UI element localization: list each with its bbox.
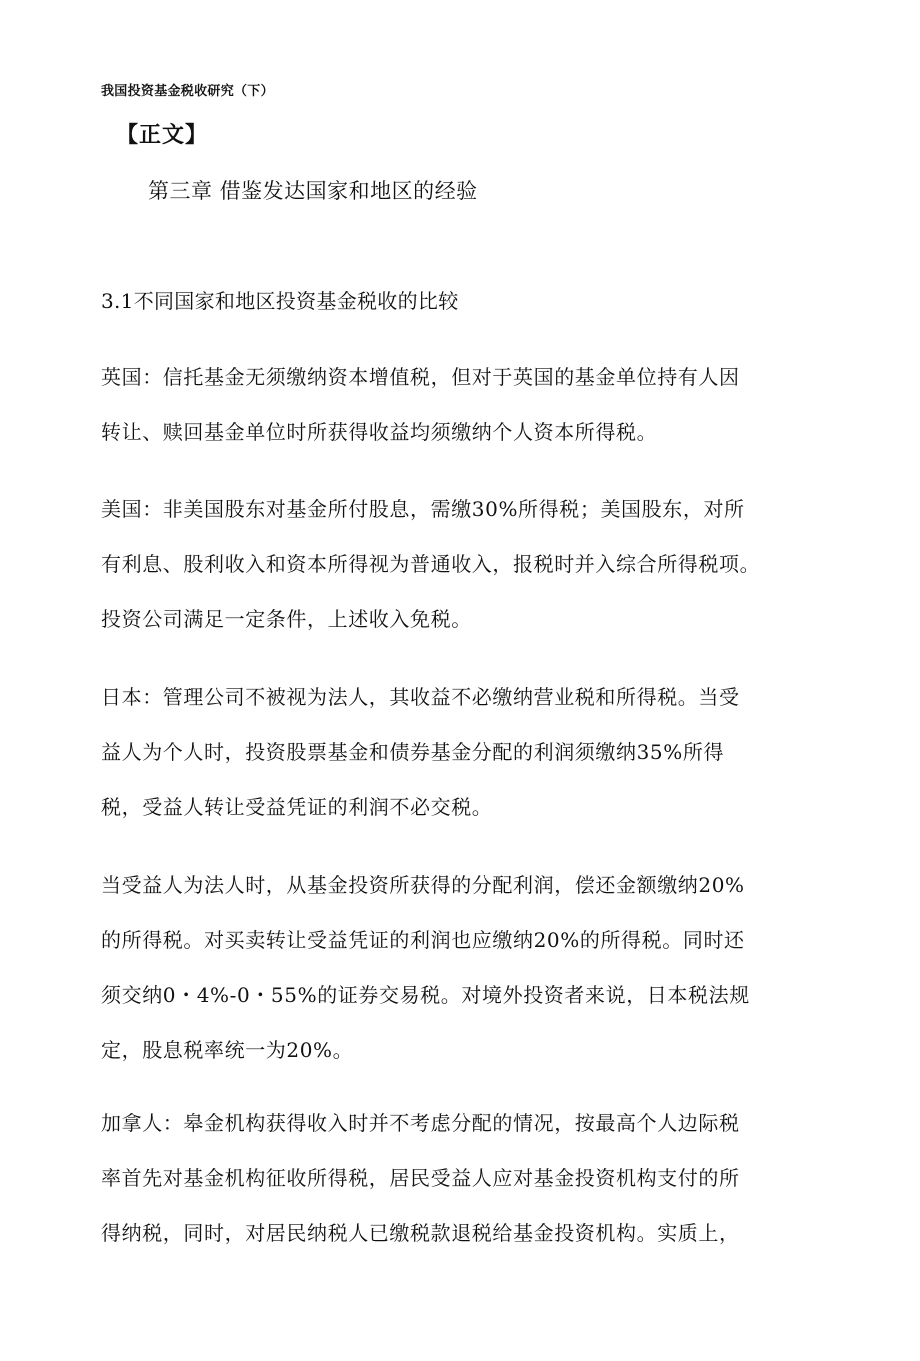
paragraph-line: 美国：非美国股东对基金所付股息，需缴30%所得税；美国股东，对所 — [101, 497, 745, 521]
paragraph-line: 当受益人为法人时，从基金投资所获得的分配利润，偿还金额缴纳20% — [101, 873, 745, 897]
paragraph-line: 定，股息税率统一为20%。 — [101, 1038, 354, 1062]
chapter-title: 第三章 借鉴发达国家和地区的经验 — [148, 179, 478, 203]
section-heading: 3.1不同国家和地区投资基金税收的比较 — [101, 289, 459, 313]
paragraph-us — [101, 482, 801, 647]
paragraph-line: 加拿人：皋金机构获得收入时并不考虑分配的情况，按最高个人边际税 — [101, 1111, 740, 1135]
paragraph-line: 投资公司满足一定条件，上述收入免税。 — [101, 607, 472, 631]
paragraph-line: 日本：管理公司不被视为法人，其收益不必缴纳营业税和所得税。当受 — [101, 685, 740, 709]
paragraph-japan-corporate — [101, 858, 801, 1078]
paragraph-line: 益人为个人时，投资股票基金和债券基金分配的利润须缴纳35%所得 — [101, 740, 725, 764]
section-label: 【正文】 — [116, 123, 209, 148]
paragraph-line: 税，受益人转让受益凭证的利润不必交税。 — [101, 795, 493, 819]
paragraph-line: 有利息、股利收入和资本所得视为普通收入，报税时并入综合所得税项。 — [101, 552, 761, 576]
document-header: 我国投资基金税收研究（下） — [101, 84, 274, 99]
paragraph-line: 须交纳0・4%-0・55%的证券交易税。对境外投资者来说，日本税法规 — [101, 983, 750, 1007]
paragraph-line: 英国：信托基金无须缴纳资本增值税，但对于英国的基金单位持有人因 — [101, 365, 740, 389]
paragraph-japan — [101, 670, 801, 835]
paragraph-line: 的所得税。对买卖转让受益凭证的利润也应缴纳20%的所得税。同时还 — [101, 928, 745, 952]
paragraph-uk — [101, 350, 801, 460]
paragraph-line: 率首先对基金机构征收所得税，居民受益人应对基金投资机构支付的所 — [101, 1166, 740, 1190]
paragraph-line: 得纳税，同时，对居民纳税人已缴税款退税给基金投资机构。实质上， — [101, 1221, 740, 1245]
paragraph-line: 转让、赎回基金单位时所获得收益均须缴纳个人资本所得税。 — [101, 420, 658, 444]
paragraph-canada — [101, 1096, 801, 1261]
